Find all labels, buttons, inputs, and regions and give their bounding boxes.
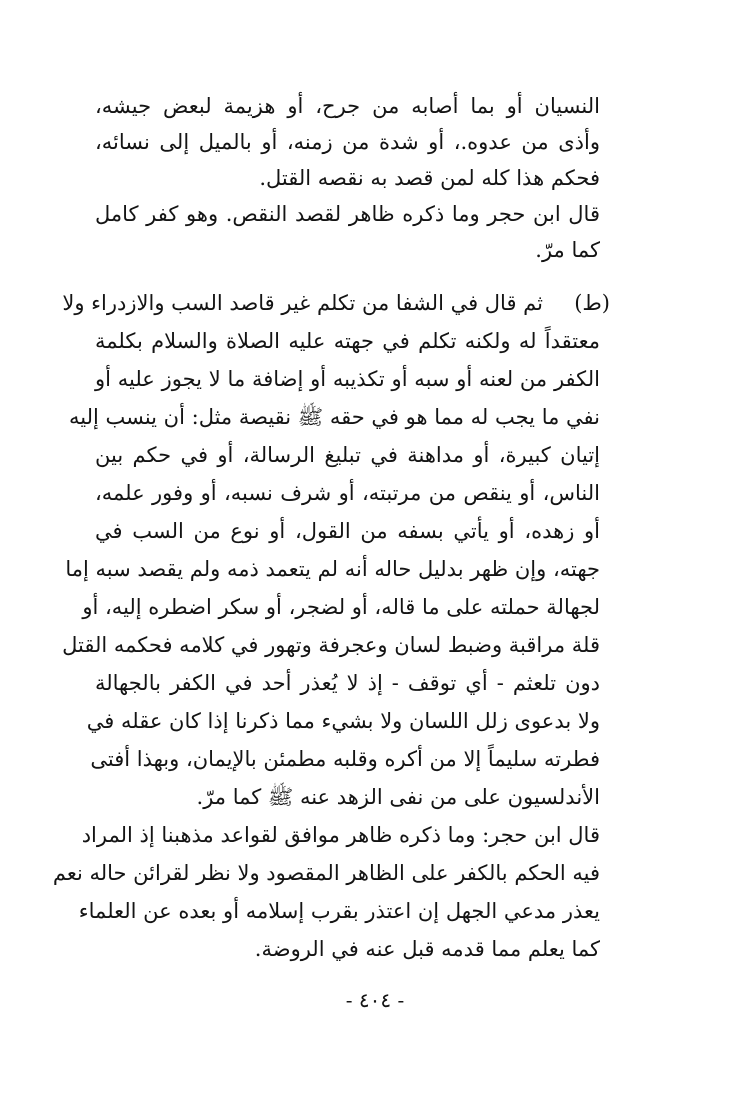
commentary-line: يعذر مدعي الجهل إن اعتذر بقرب إسلامه أو بعده عن العلماء — [78, 899, 600, 923]
text-line: نفي ما يجب له مما هو في حقه ﷺ نقيصة مثل: أن ينسب إليه — [68, 405, 600, 429]
text-line: فطرته سليماً إلا من أكره وقلبه مطمئن بالإيمان، وبهذا أفتى — [90, 747, 600, 771]
commentary-line: قال ابن حجر: وما ذكره ظاهر موافق لقواعد مذهبنا إذ المراد — [81, 823, 600, 847]
text-line: معتقداً له ولكنه تكلم في جهته عليه الصلاة والسلام بكلمة — [95, 329, 600, 353]
section-marker: (ط) — [574, 291, 610, 315]
text-line: قلة مراقبة وضبط لسان وعجرفة وتهور في كلامه فحكمه القتل — [62, 633, 600, 657]
text-line: الناس، أو ينقص من مرتبته، أو شرف نسبه، أو وفور علمه، — [95, 481, 600, 505]
text-line: ولا بدعوى زلل اللسان ولا بشيء مما ذكرنا إذا كان عقله في — [86, 709, 600, 733]
text-line: النسيان أو بما أصابه من جرح، أو هزيمة لبعض جيشه، — [95, 94, 600, 118]
text-line: دون تلعثم - أي توقف - إذ لا يُعذر أحد في الكفر بالجهالة — [95, 671, 600, 695]
commentary-line: كما مرّ. — [535, 238, 600, 262]
text-line: لجهالة حملته على ما قاله، أو لضجر، أو سكر اضطره إليه، أو — [82, 595, 600, 619]
commentary-line: كما يعلم مما قدمه قبل عنه في الروضة. — [254, 937, 600, 961]
text-line: الأندلسيون على من نفى الزهد عنه ﷺ كما مرّ. — [196, 785, 600, 809]
text-line: الكفر من لعنه أو سبه أو تكذيبه أو إضافة ما لا يجوز عليه أو — [95, 367, 600, 391]
text-line: وأذى من عدوه.، أو شدة من زمنه، أو بالميل إلى نسائه، — [95, 130, 600, 154]
page-number: - ٤٠٤ - — [345, 988, 405, 1012]
text-line: أو زهده، أو يأتي بسفه من القول، أو نوع من السب في — [95, 519, 600, 543]
text-line: إتيان كبيرة، أو مداهنة في تبليغ الرسالة، أو في حكم بين — [95, 443, 600, 467]
text-line: ثم قال في الشفا من تكلم غير قاصد السب والازدراء ولا — [62, 291, 543, 315]
text-line: فحكم هذا كله لمن قصد به نقصه القتل. — [259, 166, 600, 190]
commentary-line: فيه الحكم بالكفر على الظاهر المقصود ولا نظر لقرائن حاله نعم — [52, 861, 600, 885]
text-line: جهته، وإن ظهر بدليل حاله أنه لم يتعمد ذمه ولم يقصد سبه إما — [65, 557, 600, 581]
commentary-line: قال ابن حجر وما ذكره ظاهر لقصد النقص. وهو كفر كامل — [95, 202, 600, 226]
